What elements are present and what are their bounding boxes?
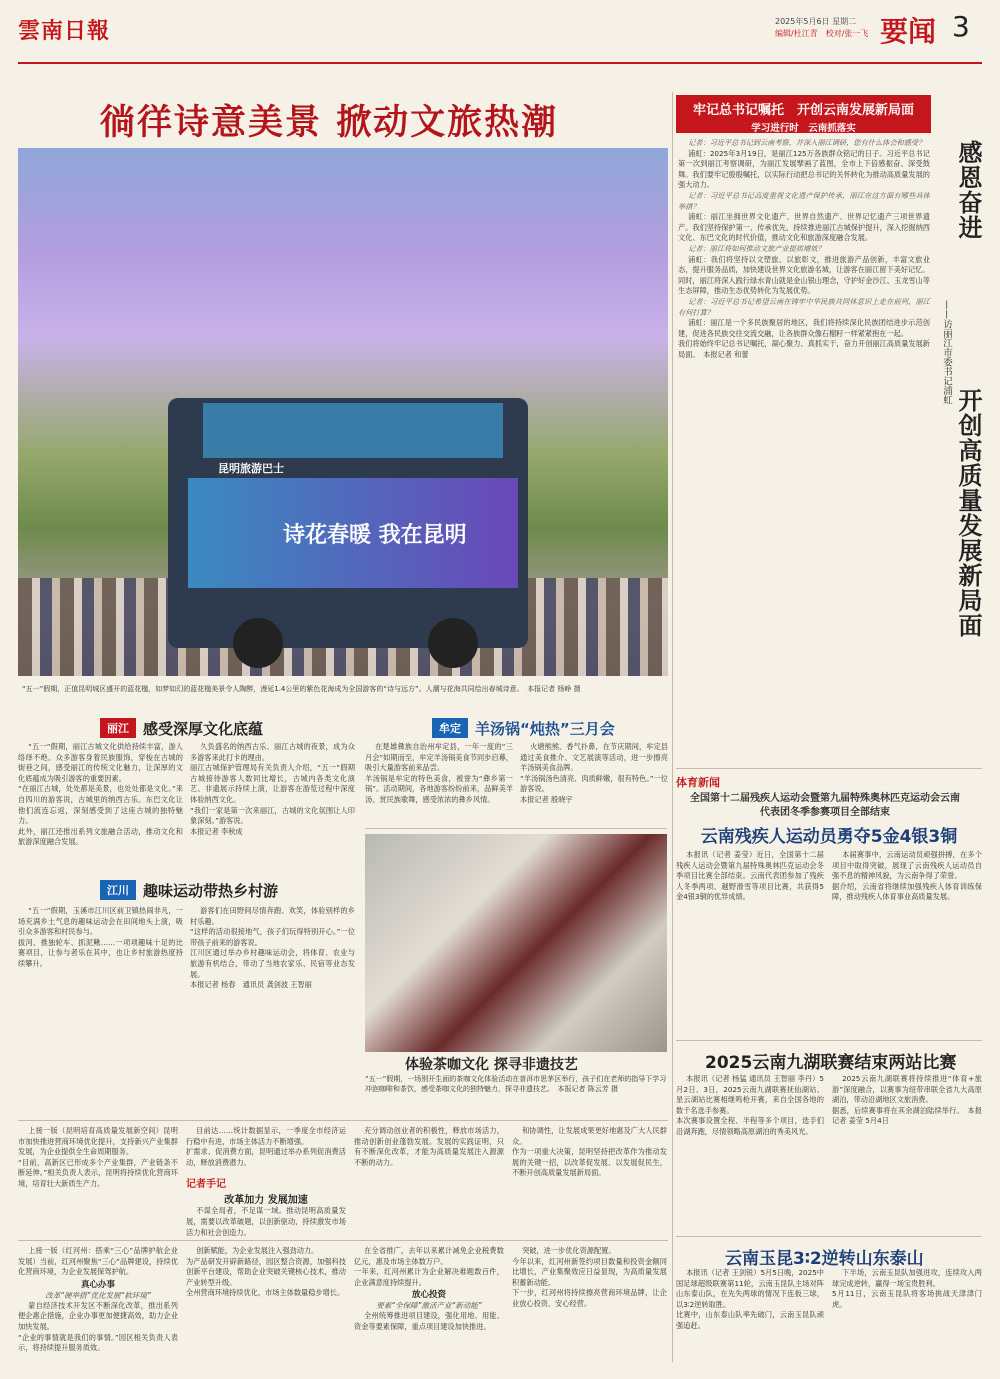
football-col1: 本报讯（记者 王剑锐）5月5日晚，2025中国足球超级联赛第11轮，云南玉昆队主场对阵山东泰山队，在先失两球的情况下连扳三球，以3∶2逆转取胜。 比赛中，山东泰山队率先破门，云南玉昆队顽强追赶。 [676,1268,824,1330]
interview-q2: 记者：习近平总书记高度重视文化遗产保护传承，丽江在这方面有哪些具体举措？ [678,190,930,211]
race-headline: 2025云南九湖联赛结束两站比赛 [705,1053,957,1073]
honghe-col3b: 全州统筹推进项目建设，强化用地、用能、资金等要素保障，重点项目建设加快推进。 [354,1311,504,1331]
football-col2: 下半场，云南玉昆队加强进攻，连续攻入两球完成逆转，赢得一场宝贵胜利。 5月11日，云南玉昆队将客场挑战天津津门虎。 [832,1268,982,1309]
mouding-heading [432,718,615,738]
divider [676,1040,982,1041]
honghe-col1: 上接一版（红河州：搭乘“三心”品牌护航企业发展）当前，红河州聚焦“三心”品牌建设，持续优化营商环境，为企业发展保驾护航。 [18,1246,178,1277]
honghe-col4: 突破，进一步优化资源配置。 今年以来，红河州新签约项目数量和投资金额同比增长，产业集聚效应日益显现，为高质量发展积蓄新动能。 下一步，红河州将持续擦亮营商环境品牌，让企业放心投资、安心经营。 [512,1246,667,1308]
kunming-col1: 上接一版（昆明培育高质量发展新空间）昆明市加快推进营商环境优化提升，支持新兴产业集群发展，为企业提供全生命周期服务。 “目前，高新区已形成多个产业集群，产业链条不断延伸。”相关负责人表示，昆明将持续优化营商环境，培育壮大新质生产力。 [18,1126,178,1188]
photo-bus-wheel [233,618,283,668]
jiangchuan-title: 趣味运动带热乡村游 [143,881,279,900]
football-headline: 云南玉昆3∶2逆转山东泰山 [725,1249,924,1269]
date-line [775,16,868,40]
sports-col2: 本届赛事中，云南运动员顽强拼搏，在多个项目中取得突破，展现了云南残疾人运动员自强不息的精神风貌，为云南争得了荣誉。 据介绍，云南省将继续加强残疾人体育训练保障，推动残疾人体育事业高质量发展。 [832,850,982,902]
editor-line: 编辑/杜江青 校对/张一飞 [775,29,869,38]
tea-caption: “五一”假期，一场别开生面的茶咖文化体验活动在普洱市思茅区举行，孩子们在老师的指导下学习冲泡咖啡和茶饮，感受茶咖文化的独特魅力，探寻非遗技艺。 本报记者 陈云芳 摄 [365,1075,667,1094]
banner-line-2: 学习进行时 云南抓落实 [751,123,856,134]
divider [18,1120,668,1121]
divider [676,768,982,769]
mouding-tag: 牟定 [432,718,468,738]
honghe-sub1: 真心办事 [80,1279,115,1290]
lijiang-col1: “五一”假期，丽江古城文化供给持续丰富，游人络绎不绝。众多游客身着民族服饰，穿梭在古城的街巷之间，感受丽江的传统文化魅力，让深厚的文化底蕴成为吸引游客的重要因素。 “在丽江古城，处处都是美景，也处处都是文化。”来自四川的游客说，古城里的纳西古乐、东巴文化让他们流连忘返，深刻感受到了这座古城的独特魅力。 此外，丽江还推出系列文旅融合活动，推动文化和旅游深度融合发展。 [18,742,183,847]
hero-photo-jacaranda-bus [18,148,668,676]
column-rule [672,92,673,1362]
kunming-col4: 和协调性，让发展成果更好地惠及广大人民群众。 作为一项重大决策，昆明坚持把改革作为推动发展的关键一招，以改革促发展、以发展促民生，不断开创高质量发展新局面。 [512,1126,667,1178]
interview-q3: 记者：丽江将如何推动文旅产业提质增效？ [688,243,825,253]
editor-note-label: 记者手记 [186,1179,226,1191]
sports-col1: 本报讯（记者 姜莹）近日，全国第十二届残疾人运动会暨第九届特殊奥林匹克运动会冬季项目比赛全部结束。云南代表团参加了残疾人冬季两项、越野滑雪等项目比赛，共获得5金4银3铜的优异成绩。 [676,850,824,902]
divider [676,1236,982,1237]
interview-subtitle: ——访丽江市委书记浦虹 [941,300,952,405]
mouding-title: 羊汤锅“炖热”三月会 [475,719,615,738]
editor-note-title: 改革加力 发展加速 [224,1195,308,1207]
honghe-col2: 创新赋能，为企业发展注入强劲动力。 为产品研发开辟新路径，园区整合资源，加强科技创新平台建设，帮助企业突破关键核心技术，推动产业转型升级。 全州营商环境持续优化，市场主体数量稳步增长。 [186,1246,346,1298]
sports-headline-1: 全国第十二届残疾人运动会暨第九届特殊奥林匹克运动会云南代表团冬季参赛项目全部结束 [690,793,960,818]
photo-bus-deck [203,403,503,458]
honghe-col3: 在全省推广，去年以来累计减免企业税费数亿元，惠及市场主体数万户。 一年来，红河州累计为企业解决难题数百件，企业满意度持续提升。 [354,1246,504,1287]
section-name: 要闻 [880,15,937,48]
kunming-col2-block [186,1126,346,1238]
mouding-col2: 火塘熊熊、香气扑鼻，在节庆期间，牟定县通过美食推介、文艺展演等活动，进一步擦亮羊汤锅美食品牌。 “羊汤锅汤色清亮、肉质鲜嫩，很有特色。”一位游客说。 本报记者 殷晓宇 [520,742,668,804]
hero-caption: “五一”假期，正值昆明城区盛开的蓝花楹，如梦如幻的蓝花楹美景令人陶醉，漫延1.4公里的紫色花海成为全国游客的“诗与远方”。人潮与花海共同绘出春城诗意。 本报记者 杨峥 摄 [22,685,581,693]
honghe-sub2b: 要素“全保障”激活产业“新动能” [376,1301,482,1311]
special-column-banner [676,95,931,133]
photo-bus-text: 诗花春暖 我在昆明 [283,522,467,548]
newspaper-logo: 雲南日報 [18,18,111,44]
honghe-col1b: 蒙自经济技术开发区不断深化改革，推出系列便企惠企措施，企业办事更加便捷高效，助力企业加快发展。 “企业的事情就是我们的事情。”园区相关负责人表示，将持续提升服务质效。 [18,1300,178,1353]
sports-section-label: 体育新闻 [676,776,720,789]
tea-coffee-photo [365,834,667,1052]
mouding-col1: 在楚雄彝族自治州牟定县，一年一度的“三月会”如期而至，牟定羊汤锅美食节同步启幕，吸引大量游客前来品尝。 羊汤锅是牟定的特色美食，被誉为“彝乡第一锅”。活动期间，各地游客纷纷前来，品鲜美羊汤、赏民族歌舞，感受浓浓的彝乡风情。 [365,742,513,804]
divider [365,828,667,829]
banner-line-1: 牢记总书记嘱托 开创云南发展新局面 [692,103,914,118]
interview-body [678,138,930,360]
sports-headline-2: 云南残疾人运动员勇夺5金4银3铜 [700,827,958,847]
lijiang-title: 感受深厚文化底蕴 [143,719,264,738]
interview-title-1: 感恩奋进 [954,140,983,240]
interview-q4: 记者：习近平总书记希望云南在铸牢中华民族共同体意识上走在前列，丽江有何打算？ [678,296,930,317]
hero-title: 徜徉诗意美景 掀动文旅热潮 [100,102,559,143]
honghe-sub2: 放心投资 [411,1290,446,1301]
honghe-sub1b: 改革“硬举措”优化发展“软环境” [45,1290,151,1300]
interview-a2: 浦虹：丽江坐拥世界文化遗产、世界自然遗产、世界记忆遗产三项世界遗产。我们坚持保护第一、传承优先，持续推进丽江古城保护提升，深入挖掘纳西文化、东巴文化的时代价值，推动文化和旅游深度融合发展。 [678,212,930,243]
interview-title-2: 开创高质量发展新局面 [954,388,983,638]
editor-note-body: 不谋全局者，不足谋一域。推动昆明高质量发展，需要以改革破题，以创新驱动，持续激发市场活力和社会创造力。 [186,1206,346,1237]
lijiang-tag: 丽江 [100,718,136,738]
kunming-col2: 目前达……统计数据显示，一季度全市经济运行稳中有进，市场主体活力不断增强。 扩需求、促消费方面，昆明通过举办系列促消费活动，释放消费潜力。 [186,1126,346,1167]
tea-title: 体验茶咖文化 探寻非遗技艺 [405,1057,578,1073]
jiangchuan-col1: “五一”假期，玉溪市江川区前卫镇热闹非凡，一场充满乡土气息的趣味运动会在田间地头上演，吸引众多游客和村民参与。 拔河、推独轮车、抓泥鳅……一项项趣味十足的比赛项目，让参与者乐在其中，也让乡村旅游热度持续攀升。 [18,906,183,968]
lijiang-heading [100,718,263,738]
lijiang-col2: 久负盛名的纳西古乐、丽江古城的夜景，成为众多游客来此打卡的理由。 丽江古城保护管理局有关负责人介绍，“五一”假期古城接待游客人数同比增长，古城内各类文化演艺、非遗展示持续上演，让游客在游览过程中深度体验纳西文化。 “我们一家是第一次来丽江，古城的文化氛围让人印象深刻。”游客说。 本报记者 李秋成 [190,742,355,836]
race-col2: 2025云南九湖联赛将持续推进“体育+旅游”深度融合，以赛事为纽带串联全省九大高原湖泊，带动沿湖地区文旅消费。 据悉，后续赛事将在其余湖泊陆续举行。 本报记者 姜莹 5月4日 [832,1074,982,1126]
editor-note-tag [186,1172,346,1191]
jiangchuan-tag: 江川 [100,880,136,900]
interview-a4: 浦虹：丽江是一个多民族聚居的地区，我们将持续深化民族团结进步示范创建，促进各民族交往交流交融，让各族群众像石榴籽一样紧紧抱在一起。 我们将始终牢记总书记嘱托，凝心聚力、真抓实干，奋力开创丽江高质量发展新局面。 本报记者 和蕾 [678,318,930,359]
issue-date: 2025年5月6日 星期二 [775,17,857,26]
masthead-rule [18,62,982,64]
jiangchuan-col2: 游客们在田野间尽情奔跑、欢笑，体验别样的乡村乐趣。 “这样的活动很接地气，孩子们玩得特别开心。”一位带孩子前来的游客说。 江川区通过举办乡村趣味运动会，将体育、农业与旅游有机结合，带动了当地农家乐、民宿等业态发展。 本报记者 杨春 通讯员 龚剑波 王智丽 [190,906,355,990]
honghe-col1-block [18,1246,178,1354]
photo-bus-sign: 昆明旅游巴士 [218,462,284,475]
honghe-col3-block [354,1246,504,1333]
race-col1: 本报讯（记者 杨猛 通讯员 王智丽 李丹）5月2日、3日，2025云南九湖联赛抚仙湖站、星云湖站比赛相继鸣枪开赛，来自全国各地的数千名选手参赛。 本次赛事设置全程、半程等多个项目，选手们沿湖奔跑，尽情领略高原湖泊的秀美风光。 [676,1074,824,1136]
divider [18,1240,668,1241]
kunming-col3: 充分调动创业者的积极性，释放市场活力，推动创新创业蓬勃发展。发展的实践证明，只有不断深化改革，才能为高质量发展注入源源不断的动力。 [354,1126,504,1167]
interview-a3: 浦虹：我们将坚持以文塑旅、以旅彰文，推进旅游产品创新，丰富文旅业态，提升服务品质，加快建设世界文化旅游名城，让游客在丽江留下美好记忆。 同时，丽江将深入践行绿水青山就是金山银山理念，守护好金沙江、玉龙雪山等生态屏障，推动生态优势转化为发展优势。 [678,254,930,296]
interview-q1: 记者：习近平总书记到云南考察，并深入丽江调研，您有什么体会和感受？ [688,138,926,147]
page-number: 3 [952,10,970,43]
jiangchuan-heading [100,880,278,900]
photo-bus-wheel [428,618,478,668]
interview-a1: 浦虹：2025年3月19日，是丽江125万各族群众铭记的日子。习近平总书记第一次到丽江考察调研，为丽江发展擘画了蓝图，全市上下倍感振奋、深受鼓舞。我们要牢记殷殷嘱托，以实际行动把总书记的关怀转化为推动高质量发展的强大动力。 [678,148,930,190]
